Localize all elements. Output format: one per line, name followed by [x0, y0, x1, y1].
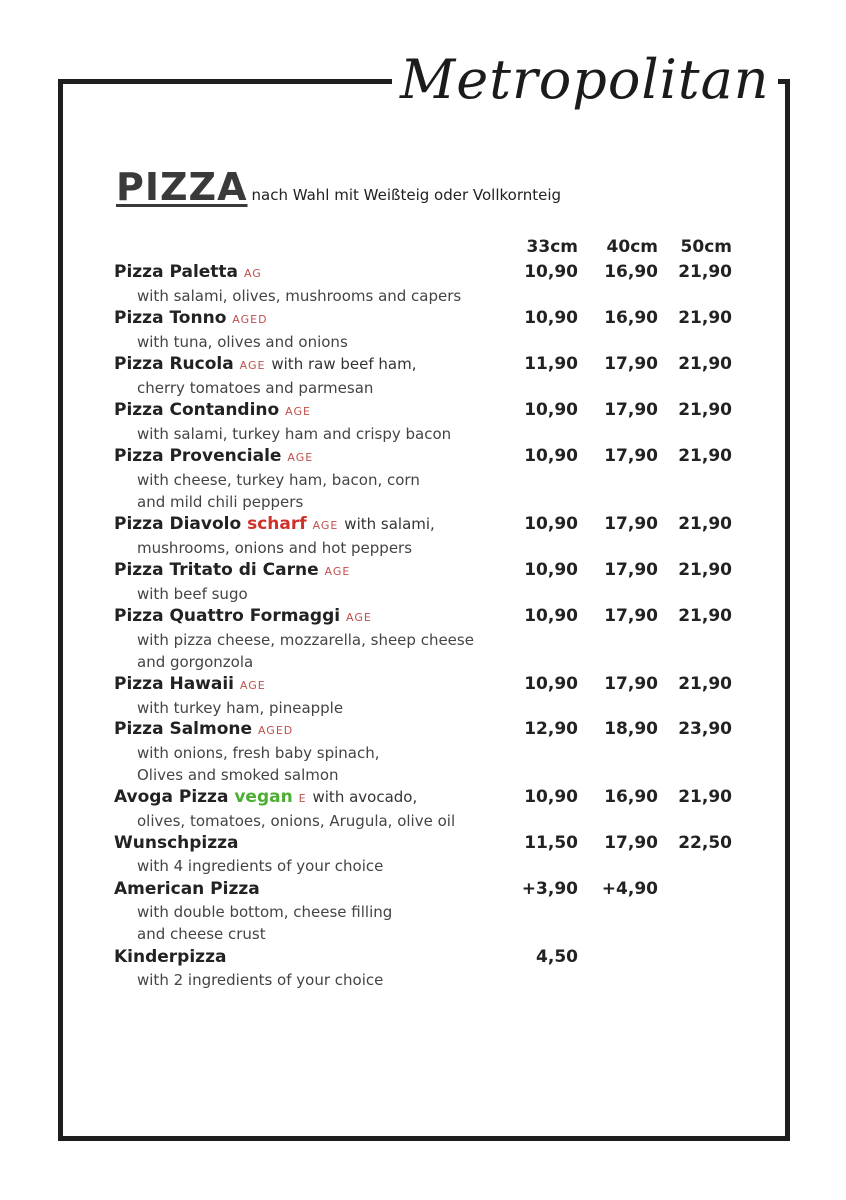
item-description: with turkey ham, pineapple	[137, 699, 344, 717]
price-40cm: 16,90	[604, 787, 658, 807]
price-33cm: 12,90	[524, 719, 578, 739]
menu-item-american-pizza	[114, 878, 744, 945]
allergen-tag: AGED	[232, 313, 268, 326]
section-title: PIZZA	[116, 165, 248, 209]
item-description: with 4 ingredients of your choice	[137, 857, 384, 875]
item-name: Pizza Rucola	[114, 354, 234, 374]
price-40cm: +4,90	[601, 879, 658, 899]
price-40cm: 17,90	[604, 354, 658, 374]
price-40cm: 17,90	[604, 606, 658, 626]
price-50cm: 22,50	[678, 833, 732, 853]
allergen-tag: AG	[243, 267, 262, 280]
item-description: with salami, olives, mushrooms and capers	[137, 287, 462, 305]
menu-item-wunschpizza	[114, 832, 744, 877]
item-description-inline: with avocado,	[312, 788, 418, 806]
item-description: with double bottom, cheese filling	[137, 903, 393, 921]
column-header-40cm: 40cm	[606, 237, 658, 257]
price-40cm: 16,90	[604, 308, 658, 328]
price-40cm: 17,90	[604, 400, 658, 420]
menu-item-pizza-tonno	[114, 307, 744, 353]
item-description: cherry tomatoes and parmesan	[137, 379, 374, 397]
allergen-tag: AGE	[239, 359, 266, 372]
price-50cm: 23,90	[678, 719, 732, 739]
price-50cm: 21,90	[678, 560, 732, 580]
column-header-50cm: 50cm	[680, 237, 732, 257]
price-33cm: 10,90	[524, 400, 578, 420]
menu-item-kinderpizza	[114, 946, 744, 991]
price-50cm: 21,90	[678, 262, 732, 282]
item-name: Pizza Contandino	[114, 400, 280, 420]
item-name: Pizza Hawaii	[114, 674, 234, 694]
price-40cm: 18,90	[604, 719, 658, 739]
menu-item-pizza-salmone	[114, 718, 744, 786]
price-33cm: 10,90	[524, 787, 578, 807]
item-name: Pizza Quattro Formaggi	[114, 606, 341, 626]
price-33cm: 11,50	[524, 833, 578, 853]
menu-item-avoga-pizza	[114, 786, 744, 832]
allergen-tag: AGED	[257, 724, 294, 737]
item-description: with tuna, olives and onions	[137, 333, 348, 351]
vegan-label: vegan	[234, 787, 293, 807]
section-heading	[116, 165, 561, 209]
item-description-inline: with salami,	[344, 515, 435, 533]
item-description: and mild chili peppers	[137, 493, 304, 511]
menu-item-pizza-tritato-di-carne	[114, 559, 744, 605]
price-33cm: 10,90	[524, 446, 578, 466]
section-subtitle: nach Wahl mit Weißteig oder Vollkornteig	[251, 186, 562, 204]
price-40cm: 17,90	[604, 514, 658, 534]
menu-item-pizza-quattro-formaggi	[114, 605, 744, 673]
price-33cm: 10,90	[524, 674, 578, 694]
item-description: with beef sugo	[137, 585, 248, 603]
allergen-tag: AGE	[346, 611, 372, 624]
price-50cm: 21,90	[678, 354, 732, 374]
price-50cm: 21,90	[678, 446, 732, 466]
item-name: Pizza Diavolo	[114, 514, 242, 534]
item-description-inline: with raw beef ham,	[271, 355, 417, 373]
item-name: Kinderpizza	[114, 947, 227, 967]
price-33cm: 10,90	[524, 514, 578, 534]
price-50cm: 21,90	[678, 308, 732, 328]
item-description: with cheese, turkey ham, bacon, corn	[137, 471, 420, 489]
item-description: with 2 ingredients of your choice	[137, 971, 384, 989]
price-50cm: 21,90	[678, 674, 732, 694]
allergen-tag: AGE	[285, 405, 311, 418]
item-description: olives, tomatoes, onions, Arugula, olive oil	[137, 812, 456, 830]
item-name: American Pizza	[114, 879, 260, 899]
allergen-tag: E	[298, 792, 307, 805]
item-name: Pizza Salmone	[114, 719, 253, 739]
price-40cm: 17,90	[604, 674, 658, 694]
item-description: and cheese crust	[137, 925, 266, 943]
item-description: with salami, turkey ham and crispy bacon	[137, 425, 452, 443]
menu-item-pizza-diavolo	[114, 513, 744, 559]
menu-item-pizza-hawaii	[114, 673, 744, 719]
price-40cm: 17,90	[604, 560, 658, 580]
price-33cm: 10,90	[524, 308, 578, 328]
item-description: Olives and smoked salmon	[137, 766, 339, 784]
price-50cm: 21,90	[678, 606, 732, 626]
item-name: Pizza Paletta	[114, 262, 239, 282]
price-50cm: 21,90	[678, 787, 732, 807]
item-description: mushrooms, onions and hot peppers	[137, 539, 413, 557]
item-name: Pizza Tonno	[114, 308, 227, 328]
item-description: with onions, fresh baby spinach,	[137, 744, 380, 762]
price-40cm: 16,90	[604, 262, 658, 282]
item-name: Pizza Provenciale	[114, 446, 282, 466]
price-33cm: 10,90	[524, 606, 578, 626]
price-40cm: 17,90	[604, 446, 658, 466]
price-33cm: 4,50	[536, 947, 578, 967]
allergen-tag: AGE	[324, 565, 351, 578]
price-33cm: 10,90	[524, 262, 578, 282]
item-description: and gorgonzola	[137, 653, 254, 671]
allergen-tag: AGE	[287, 451, 314, 464]
item-name: Wunschpizza	[114, 833, 239, 853]
spicy-label: scharf	[247, 514, 307, 534]
menu-item-pizza-paletta	[114, 261, 744, 307]
price-50cm: 21,90	[678, 400, 732, 420]
price-50cm: 21,90	[678, 514, 732, 534]
item-name: Pizza Tritato di Carne	[114, 560, 319, 580]
item-name: Avoga Pizza	[114, 787, 229, 807]
price-33cm: 11,90	[524, 354, 578, 374]
price-33cm: +3,90	[521, 879, 578, 899]
item-description: with pizza cheese, mozzarella, sheep cheese	[137, 631, 474, 649]
allergen-tag: AGE	[239, 679, 266, 692]
menu-item-pizza-rucola	[114, 353, 744, 399]
brand-logo: Metropolitan	[392, 38, 778, 122]
price-40cm: 17,90	[604, 833, 658, 853]
menu-item-pizza-contandino	[114, 399, 744, 445]
price-33cm: 10,90	[524, 560, 578, 580]
column-header-33cm: 33cm	[526, 237, 578, 257]
menu-item-pizza-provenciale	[114, 445, 744, 513]
allergen-tag: AGE	[312, 519, 339, 532]
